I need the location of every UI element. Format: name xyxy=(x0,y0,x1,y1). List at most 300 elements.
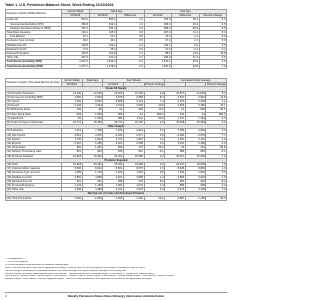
table-cell: 815 xyxy=(103,150,124,154)
row-label: Distillate Fuel Oil xyxy=(6,43,62,47)
table-cell: 102.8 xyxy=(89,52,117,56)
table-cell: 16,364 xyxy=(185,121,206,125)
table-cell: 5.6 xyxy=(206,171,227,175)
table-cell: 20,017 xyxy=(165,154,186,158)
table-cell: 310 xyxy=(185,179,206,183)
table-cell: 3.8 xyxy=(199,56,227,60)
table-cell: 783.6 xyxy=(144,18,172,22)
table-cell: 1,626 xyxy=(103,171,124,175)
table-cell: -2.3 xyxy=(117,64,145,68)
table-cell: -109 xyxy=(62,108,83,112)
table-cell: 0.8 xyxy=(117,31,145,35)
row-label: (12) Exports xyxy=(6,142,62,146)
table-cell: 4,495 xyxy=(82,188,103,192)
section-header: Other Supply xyxy=(6,125,227,129)
table-notes xyxy=(5,258,227,281)
row-label: (18) Kerosene-Type Jet Fuel xyxy=(6,171,62,175)
table-cell: -0.1 xyxy=(172,47,200,51)
table-cell: 14.9 xyxy=(172,52,200,56)
table-cell: 0.0 xyxy=(117,35,145,39)
row-label: Other Oils xyxy=(6,56,62,60)
table-cell: 93.8 xyxy=(172,64,200,68)
row-label: (17) Finished Motor Gasoline xyxy=(6,167,62,171)
table-cell: 307.3 xyxy=(62,56,90,60)
table-cell: 3,923 xyxy=(185,175,206,179)
table-cell: 66.3 xyxy=(206,196,227,200)
table-cell: 1.9 xyxy=(206,154,227,158)
table-cell: -609 xyxy=(185,108,206,112)
row-label: Kerosene-Type Jet Fuel xyxy=(6,39,62,43)
table-cell: 219.1 xyxy=(62,31,90,35)
table-cell: 11.3 xyxy=(172,56,200,60)
table-cell: 15,776 xyxy=(62,121,83,125)
table-cell: 6,664 xyxy=(185,129,206,133)
row-label: Propane/Propylene xyxy=(6,52,62,56)
table-cell: 1,713 xyxy=(82,171,103,175)
cumulative-header: Cumulative Daily Average xyxy=(165,79,227,83)
row-label: Total Motor Gasoline xyxy=(6,31,62,35)
table-cell: -91 xyxy=(103,108,124,112)
table-cell: 3,863 xyxy=(165,175,186,179)
table-cell: 802.0 xyxy=(62,18,90,22)
year-diff-header: Difference xyxy=(172,14,200,18)
table-cell: 6,370 xyxy=(165,100,186,104)
table-cell: 2,575 xyxy=(103,95,124,99)
table-cell: -13 xyxy=(185,112,206,116)
table-cell: 21.1 xyxy=(62,35,90,39)
row-label: (4) Exports xyxy=(6,104,62,108)
table-cell: 56.9 xyxy=(172,60,200,64)
table-cell: -14.8 xyxy=(206,95,227,99)
row-label: (19) Distillate Fuel Oil xyxy=(6,175,62,179)
table-cell: 6,588 xyxy=(103,100,124,104)
row-label: (20) Residual Fuel Oil xyxy=(6,179,62,183)
table-cell: 1,546 xyxy=(185,171,206,175)
table-cell: 449.2 xyxy=(89,22,117,26)
table-cell: 8,622 xyxy=(82,167,103,171)
table-cell: 15,721 xyxy=(103,121,124,125)
table-cell: 1,745 xyxy=(62,137,83,141)
row-label: (9) Production xyxy=(6,129,62,133)
table-cell: 207.9 xyxy=(144,31,172,35)
table-cell: 20,017 xyxy=(165,163,186,167)
table-cell: 8.4 xyxy=(206,91,227,95)
table-cell: 4,415 xyxy=(165,188,186,192)
note-line: — = No Data Reported. xyxy=(5,260,28,263)
table-cell: 6,186 xyxy=(82,142,103,146)
table-cell: 2,805 xyxy=(123,95,144,99)
supply-table xyxy=(5,78,227,201)
table-cell: 1,622 xyxy=(82,116,103,120)
table-cell: 1,079 xyxy=(123,184,144,188)
table-cell: 27.5 xyxy=(62,47,90,51)
table-cell: 0.3 xyxy=(206,116,227,120)
table-cell: 841 xyxy=(123,150,144,154)
table-cell: -4.2 xyxy=(206,184,227,188)
table-cell: 1,570.1 xyxy=(144,60,172,64)
row-label: (8) Crude Oil Input to Refineries xyxy=(6,121,62,125)
table-cell: 4,431 xyxy=(103,188,124,192)
row-label: (10) Net Imports xyxy=(6,133,62,137)
four-weeks-header: Four Weeks xyxy=(103,79,165,83)
row-label: (14) Refinery Processing Gain xyxy=(6,150,62,154)
table-cell: 19,998 xyxy=(123,154,144,158)
table-cell: -229 xyxy=(62,112,83,116)
table-cell: 8,596 xyxy=(62,167,83,171)
table-cell: 8,661 xyxy=(103,167,124,171)
table-cell: 5.4 xyxy=(199,31,227,35)
table-row xyxy=(6,64,227,68)
table-cell: 106.8 xyxy=(62,43,90,47)
table-cell: 1,629.3 xyxy=(89,60,117,64)
footer-rule xyxy=(5,292,227,293)
table-cell: 0.2 xyxy=(144,154,165,158)
section-header: Net Imports of Crude and Petroleum Products xyxy=(6,192,227,196)
table-cell: 520 xyxy=(62,146,83,150)
table-cell: 276 xyxy=(123,179,144,183)
table-cell: 4.2 xyxy=(144,129,165,133)
row-label: (16) Total xyxy=(6,163,62,167)
table-cell: -191 xyxy=(185,146,206,150)
supply-table-body xyxy=(6,87,227,200)
row-label: Total Stocks (Excluding SPR) xyxy=(6,64,62,68)
table-cell: 881 xyxy=(185,150,206,154)
table-cell: 1.9 xyxy=(206,163,227,167)
table-cell: 22.4 xyxy=(144,35,172,39)
table-cell: 6,300 xyxy=(185,100,206,104)
table-cell: 0.4 xyxy=(206,121,227,125)
table-cell: 3,328 xyxy=(123,104,144,108)
table-cell: -50.9 xyxy=(144,116,165,120)
table-cell: 7.9 xyxy=(199,64,227,68)
table-cell: -2.5 xyxy=(144,121,165,125)
four-weeks-date-header: 11/10/23 xyxy=(103,83,124,87)
table-cell: 11,878 xyxy=(185,91,206,95)
table-cell: 8,926 xyxy=(165,167,186,171)
table-cell: -56 xyxy=(62,116,83,120)
table-row xyxy=(6,196,227,200)
table-cell: 3.5 xyxy=(199,22,227,26)
table-cell: -96 xyxy=(82,108,103,112)
table-cell: 1,627.0 xyxy=(62,60,90,64)
row-label: Strategic Petroleum Reserve (SPR) xyxy=(6,26,62,30)
row-label: (7) Adjustment xyxy=(6,116,62,120)
table-cell: 1.4 xyxy=(206,167,227,171)
week-diff-header: Difference xyxy=(117,14,145,18)
table-cell: 312.0 xyxy=(89,56,117,60)
table-title: Table 1. U.S. Petroleum Balance Sheet, Week Ending 11/10/2023 xyxy=(5,3,114,7)
table-cell: 4,080 xyxy=(82,175,103,179)
note-line: - = Not Applicable. xyxy=(5,258,23,260)
table-cell: -1,887 xyxy=(165,196,186,200)
note-line: W = Data withheld to avoid disclosure of individual company data. xyxy=(5,263,69,266)
section-header: Crude Oil Supply xyxy=(6,87,227,91)
table-cell: 26.1 xyxy=(144,196,165,200)
table-cell: 1,287 xyxy=(82,146,103,150)
table-cell: 27.6 xyxy=(144,47,172,51)
table-cell: 2,944 xyxy=(185,95,206,99)
supply-week-ago-header: Week Ago xyxy=(82,79,103,83)
table-cell: 821 xyxy=(62,150,83,154)
row-label: (6) Other Stock Draw xyxy=(6,112,62,116)
table-cell: -29 xyxy=(165,146,186,150)
table-cell: 7.4 xyxy=(144,100,165,104)
row-label: (22) Other Oils xyxy=(6,188,62,192)
table-cell: 1,167 xyxy=(165,116,186,120)
table-cell: 351.3 xyxy=(89,26,117,30)
table-cell: 298 xyxy=(103,179,124,183)
table-cell: 1,011 xyxy=(123,116,144,120)
table-cell: 106.2 xyxy=(144,43,172,47)
table-cell: 7,226 xyxy=(103,129,124,133)
table-cell: -4.7 xyxy=(117,56,145,60)
week-ago-header: Week Ago xyxy=(89,10,144,14)
table-cell: 7,313 xyxy=(62,129,83,133)
table-cell: 4.4 xyxy=(206,142,227,146)
table-cell: 8.0 xyxy=(144,179,165,183)
table-cell: 435.4 xyxy=(144,22,172,26)
table-cell: -8.4 xyxy=(206,179,227,183)
table-cell: 4,013 xyxy=(103,104,124,108)
table-cell: 3.6 xyxy=(199,60,227,64)
table-cell: 12,877 xyxy=(165,91,186,95)
table-cell: 1,633 xyxy=(165,171,186,175)
table-cell: -1,466 xyxy=(123,196,144,200)
table-cell: 1,278.0 xyxy=(89,64,117,68)
supply-current-header: Current Week xyxy=(62,79,83,83)
table-cell: 6.8 xyxy=(144,171,165,175)
table-cell: 37.4 xyxy=(144,39,172,43)
year-pct-header: Percent Change xyxy=(199,14,227,18)
table-cell: 3,860 xyxy=(62,175,83,179)
table-cell: -102 xyxy=(165,112,186,116)
table-cell: 13,200 xyxy=(82,91,103,95)
table-cell: 496 xyxy=(103,116,124,120)
table-cell: 2.0 xyxy=(144,142,165,146)
table-cell: -1.5 xyxy=(206,175,227,179)
table-cell: -1,849 xyxy=(103,196,124,200)
table-cell: 2.2 xyxy=(172,39,200,43)
table-cell: -4,424 xyxy=(103,133,124,137)
stocks-table xyxy=(5,9,227,69)
year-ago-header: Year Ago xyxy=(144,10,227,14)
table-cell: 15.4 xyxy=(172,22,200,26)
table-cell: 1,164 xyxy=(185,116,206,120)
table-cell: 16,428 xyxy=(165,121,186,125)
table-cell: 1.6 xyxy=(117,18,145,22)
four-weeks-pct-header: Percent Change xyxy=(145,83,164,87)
table-cell: -1,552 xyxy=(62,196,83,200)
table-cell: -1.6 xyxy=(144,137,165,141)
supply-label-header: Petroleum Supply (Thousand Barrels per Day) xyxy=(6,79,62,87)
table-cell: 4,578 xyxy=(123,188,144,192)
table-cell: 1,124 xyxy=(62,184,83,188)
table-cell: 11.2 xyxy=(172,31,200,35)
table-cell: 16.8 xyxy=(199,52,227,56)
table-cell: 8,800 xyxy=(185,167,206,171)
table-cell: 3,968 xyxy=(123,175,144,179)
year-ago-date-header: 11/11/22 xyxy=(144,14,172,18)
table-cell: 0.7 xyxy=(117,52,145,56)
table-cell: -5.8 xyxy=(199,35,227,39)
note-line: Percent change is calculated on unrounded numbers. Four-week averages are simple arithmetic averages of the weekly data. xyxy=(5,269,127,272)
cum-pct-header: Percent Change xyxy=(206,83,226,87)
table-cell: 1,827 xyxy=(123,137,144,141)
table-cell: 1,522 xyxy=(123,171,144,175)
row-label: (23) Total Net Imports xyxy=(6,196,62,200)
row-label: (13) Stock Draw xyxy=(6,146,62,150)
table-cell: -36.9 xyxy=(172,26,200,30)
table-cell: -4,271 xyxy=(123,133,144,137)
table-cell: -4,079 xyxy=(185,133,206,137)
table-cell: 1,181.9 xyxy=(144,64,172,68)
table-cell: 1.1 xyxy=(206,100,227,104)
table-cell: -21 xyxy=(165,108,186,112)
table-cell: 1.0 xyxy=(144,167,165,171)
table-cell: 7,168 xyxy=(82,129,103,133)
table-cell: -73.6 xyxy=(144,108,165,112)
stocks-label-header: Petroleum Stocks (Million Barrels) xyxy=(6,10,62,18)
table-cell: 0.2 xyxy=(144,163,165,167)
table-cell: 20.6 xyxy=(144,104,165,108)
table-cell: 1,797 xyxy=(103,137,124,141)
table-cell: 39.6 xyxy=(62,39,90,43)
table-cell: 20,361 xyxy=(82,163,103,167)
table-cell: 19,639 xyxy=(185,163,206,167)
row-label: (5) SPR Stock Draw xyxy=(6,108,62,112)
table-cell: 1.6 xyxy=(117,22,145,26)
table-cell: 6,697 xyxy=(82,100,103,104)
row-label: Crude Oil xyxy=(6,18,62,22)
table-cell: 6,133 xyxy=(123,100,144,104)
row-label: Total Stocks (Including SPR) xyxy=(6,60,62,64)
table-cell: 28.4 xyxy=(89,47,117,51)
table-cell: 40.1 xyxy=(89,39,117,43)
table-cell: 20,031 xyxy=(103,154,124,158)
stocks-table-body xyxy=(6,18,227,68)
table-cell: -0.4 xyxy=(199,47,227,51)
table-cell: 3.9 xyxy=(144,91,165,95)
table-cell: 1,489 xyxy=(62,171,83,175)
table-cell: 684.6 xyxy=(206,112,227,116)
table-cell: 3,356 xyxy=(185,104,206,108)
table-cell: 822 xyxy=(82,150,103,154)
table-cell: 1,094 xyxy=(103,184,124,188)
table-cell: 4,548 xyxy=(62,188,83,192)
table-cell: -3.1 xyxy=(144,150,165,154)
table-cell: -4,372 xyxy=(82,133,103,137)
table-cell: 8,575 xyxy=(123,167,144,171)
table-cell: -0.1 xyxy=(206,150,227,154)
table-cell: 800.0 xyxy=(144,112,165,116)
table-cell: 7,094 xyxy=(62,100,83,104)
table-cell: 16,120 xyxy=(123,121,144,125)
report-footer: Weekly Petroleum Status Report/Energy Information Administration xyxy=(67,294,165,298)
table-cell: 0.6 xyxy=(172,43,200,47)
table-cell: 2,507 xyxy=(165,95,186,99)
row-label: (15) Products Supplied xyxy=(6,154,62,158)
note-line: Notes: Data may not add to totals due to independent rounding. Crude oil stocks in transit by pipeline are included in commercial crude oil stocks. xyxy=(5,266,146,269)
table-cell: -459 xyxy=(103,112,124,116)
table-cell: 880 xyxy=(165,150,186,154)
table-cell: 6,461 xyxy=(165,142,186,146)
table-cell: 261 xyxy=(82,179,103,183)
row-label: Residual Fuel Oil xyxy=(6,47,62,51)
table-cell: 0.6 xyxy=(117,43,145,47)
table-cell: 2,067 xyxy=(165,137,186,141)
table-cell: 2,533 xyxy=(82,95,103,99)
table-cell: -1.2 xyxy=(144,175,165,179)
table-cell: 351.3 xyxy=(62,26,90,30)
table-cell: 0.6 xyxy=(199,43,227,47)
table-cell: 284 xyxy=(165,179,186,183)
table-cell: 7.7 xyxy=(206,133,227,137)
supply-current-date-header: 11/10/23 xyxy=(62,83,83,87)
table-cell: 12,700 xyxy=(123,91,144,95)
table-cell: -2.3 xyxy=(117,60,145,64)
table-cell: 7.0 xyxy=(206,188,227,192)
table-cell: 18.4 xyxy=(172,18,200,22)
table-cell: 2,960 xyxy=(62,95,83,99)
table-cell: -96.6 xyxy=(206,108,227,112)
table-cell: -345 xyxy=(123,108,144,112)
table-cell: 388.2 xyxy=(144,26,172,30)
table-cell: 106.2 xyxy=(89,43,117,47)
table-cell: 2,107 xyxy=(185,137,206,141)
row-label: Commercial (Excluding SPR) xyxy=(6,22,62,26)
table-cell: 896 xyxy=(165,184,186,188)
table-cell: 88.6 xyxy=(144,52,172,56)
table-cell: 2.3 xyxy=(199,18,227,22)
table-cell: 5.9 xyxy=(199,39,227,43)
table-cell: 20,361 xyxy=(82,154,103,158)
table-cell: 19,918 xyxy=(62,163,83,167)
table-cell: 13,200 xyxy=(103,91,124,95)
row-label: (11) Imports xyxy=(6,137,62,141)
table-cell: 6,257 xyxy=(62,142,83,146)
table-cell: 0.0 xyxy=(117,26,145,30)
table-cell: 800.4 xyxy=(89,18,117,22)
table-cell: -1,803 xyxy=(82,112,103,116)
current-date-header: 11/10/23 xyxy=(62,14,90,18)
current-week-header: Current Week xyxy=(62,10,90,14)
table-cell: 6.4 xyxy=(206,129,227,133)
note-line: Sources: Energy Information Administration (EIA) Form EIA-800, "Weekly Refinery and Fractionator Report"; Form EIA-801, "Weekly Bulk Terminal Report"; xyxy=(5,272,156,275)
table-cell: -1.9 xyxy=(206,137,227,141)
table-cell: 1,814 xyxy=(82,137,103,141)
row-label: Fuel Ethanol xyxy=(6,35,62,39)
table-cell: 13,200 xyxy=(62,91,83,95)
table-cell: 19,639 xyxy=(185,154,206,158)
row-label: (3) Imports xyxy=(6,100,62,104)
section-header: Products Supplied xyxy=(6,158,227,162)
table-cell: 6,221 xyxy=(103,142,124,146)
note-line: Form EIA-802, "Weekly Product Pipeline Report"; Form EIA-803, "Weekly Crude Oil Stocks Report"; Form EIA-804, "Weekly Imports Report"; Form EIA-805, "Weekly Terminal xyxy=(5,275,174,278)
table-cell: -9.5 xyxy=(199,26,227,30)
table-cell: 6,098 xyxy=(123,142,144,146)
table-cell: 1,275.7 xyxy=(62,64,90,68)
table-cell: -3.2 xyxy=(144,188,165,192)
week-ago-date-header: 11/03/23 xyxy=(89,14,117,18)
table-cell: -0.9 xyxy=(117,47,145,51)
table-cell: 3.6 xyxy=(144,133,165,137)
table-cell: 1.4 xyxy=(144,184,165,188)
table-cell: -0.5 xyxy=(117,39,145,43)
table-cell: 85.3 xyxy=(144,146,165,150)
table-cell: 935 xyxy=(185,184,206,188)
table-cell: 296.0 xyxy=(144,56,172,60)
table-cell: 218.3 xyxy=(89,31,117,35)
